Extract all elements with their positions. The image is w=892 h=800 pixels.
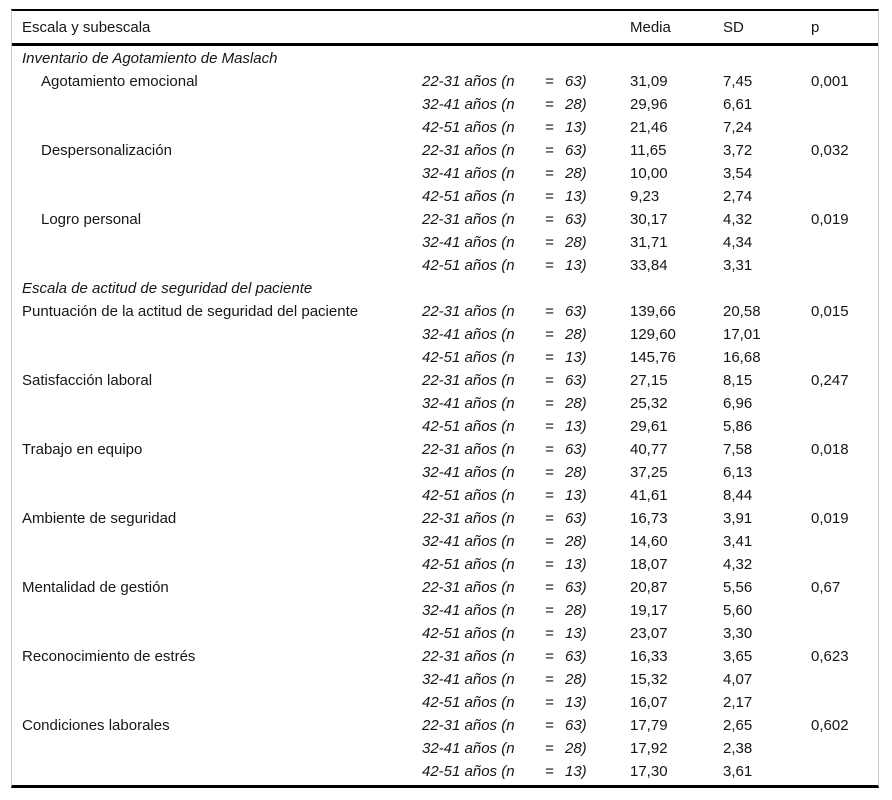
media-cell: 18,07	[630, 556, 668, 573]
sd-cell: 4,32	[723, 211, 753, 228]
n-cell: 13)	[565, 119, 587, 136]
sd-cell: 4,07	[723, 671, 753, 688]
age-group-cell: 42-51 años (n	[422, 119, 515, 136]
media-cell: 33,84	[630, 257, 668, 274]
equals-cell: =	[545, 211, 554, 228]
n-cell: 28)	[565, 234, 587, 251]
sd-cell: 5,60	[723, 602, 753, 619]
subscale-label: Despersonalización	[41, 142, 172, 159]
sd-cell: 3,65	[723, 648, 753, 665]
equals-cell: =	[545, 165, 554, 182]
media-cell: 40,77	[630, 441, 668, 458]
age-group-cell: 42-51 años (n	[422, 418, 515, 435]
sd-cell: 7,58	[723, 441, 753, 458]
section-title: Inventario de Agotamiento de Maslach	[22, 50, 278, 67]
n-cell: 63)	[565, 142, 587, 159]
age-group-cell: 42-51 años (n	[422, 694, 515, 711]
table-row	[12, 760, 878, 783]
section-header-row	[12, 277, 878, 300]
media-cell: 16,73	[630, 510, 668, 527]
sd-cell: 17,01	[723, 326, 761, 343]
p-cell: 0,247	[811, 372, 849, 389]
table-header	[12, 11, 878, 46]
age-group-cell: 32-41 años (n	[422, 234, 515, 251]
media-cell: 31,09	[630, 73, 668, 90]
table-row	[12, 438, 878, 461]
sd-cell: 5,86	[723, 418, 753, 435]
col-header-p: p	[811, 18, 820, 36]
age-group-cell: 42-51 años (n	[422, 487, 515, 504]
media-cell: 17,30	[630, 763, 668, 780]
results-table	[11, 9, 879, 788]
n-cell: 63)	[565, 73, 587, 90]
equals-cell: =	[545, 303, 554, 320]
table-row	[12, 208, 878, 231]
table-row	[12, 599, 878, 622]
table-row	[12, 70, 878, 93]
table-row	[12, 484, 878, 507]
age-group-cell: 32-41 años (n	[422, 96, 515, 113]
table-row	[12, 737, 878, 760]
media-cell: 9,23	[630, 188, 660, 205]
subscale-label: Reconocimiento de estrés	[22, 648, 196, 665]
sd-cell: 3,72	[723, 142, 753, 159]
n-cell: 28)	[565, 464, 587, 481]
age-group-cell: 22-31 años (n	[422, 717, 515, 734]
age-group-cell: 32-41 años (n	[422, 165, 515, 182]
equals-cell: =	[545, 188, 554, 205]
age-group-cell: 42-51 años (n	[422, 556, 515, 573]
sd-cell: 6,96	[723, 395, 753, 412]
age-group-cell: 42-51 años (n	[422, 763, 515, 780]
age-group-cell: 22-31 años (n	[422, 211, 515, 228]
media-cell: 129,60	[630, 326, 676, 343]
equals-cell: =	[545, 648, 554, 665]
section-title: Escala de actitud de seguridad del paciente	[22, 280, 313, 297]
n-cell: 13)	[565, 418, 587, 435]
media-cell: 17,79	[630, 717, 668, 734]
media-cell: 29,61	[630, 418, 668, 435]
media-cell: 11,65	[630, 142, 667, 159]
table-row	[12, 645, 878, 668]
age-group-cell: 42-51 años (n	[422, 625, 515, 642]
media-cell: 29,96	[630, 96, 668, 113]
n-cell: 13)	[565, 694, 587, 711]
n-cell: 13)	[565, 188, 587, 205]
n-cell: 63)	[565, 648, 587, 665]
table-row	[12, 116, 878, 139]
sd-cell: 3,30	[723, 625, 753, 642]
age-group-cell: 22-31 años (n	[422, 441, 515, 458]
sd-cell: 2,65	[723, 717, 753, 734]
subscale-label: Satisfacción laboral	[22, 372, 153, 389]
n-cell: 13)	[565, 556, 587, 573]
media-cell: 37,25	[630, 464, 668, 481]
p-cell: 0,019	[811, 211, 849, 228]
table-row	[12, 185, 878, 208]
table-body	[12, 46, 878, 785]
n-cell: 13)	[565, 349, 587, 366]
subscale-label: Logro personal	[41, 211, 142, 228]
media-cell: 41,61	[630, 487, 668, 504]
sd-cell: 6,61	[723, 96, 753, 113]
age-group-cell: 32-41 años (n	[422, 533, 515, 550]
sd-cell: 3,31	[723, 257, 753, 274]
age-group-cell: 32-41 años (n	[422, 326, 515, 343]
age-group-cell: 22-31 años (n	[422, 510, 515, 527]
sd-cell: 8,44	[723, 487, 753, 504]
subscale-label: Trabajo en equipo	[22, 441, 143, 458]
table-row	[12, 93, 878, 116]
age-group-cell: 22-31 años (n	[422, 579, 515, 596]
subscale-label: Ambiente de seguridad	[22, 510, 177, 527]
sd-cell: 6,13	[723, 464, 753, 481]
table-row	[12, 622, 878, 645]
media-cell: 25,32	[630, 395, 668, 412]
equals-cell: =	[545, 671, 554, 688]
equals-cell: =	[545, 533, 554, 550]
equals-cell: =	[545, 510, 554, 527]
col-header-media: Media	[630, 18, 671, 36]
media-cell: 16,33	[630, 648, 668, 665]
media-cell: 139,66	[630, 303, 676, 320]
subscale-label: Condiciones laborales	[22, 717, 170, 734]
equals-cell: =	[545, 602, 554, 619]
equals-cell: =	[545, 763, 554, 780]
section-header-row	[12, 47, 878, 70]
media-cell: 23,07	[630, 625, 668, 642]
equals-cell: =	[545, 579, 554, 596]
age-group-cell: 42-51 años (n	[422, 349, 515, 366]
table-row	[12, 392, 878, 415]
equals-cell: =	[545, 418, 554, 435]
table-row	[12, 530, 878, 553]
p-cell: 0,67	[811, 579, 841, 596]
equals-cell: =	[545, 96, 554, 113]
n-cell: 63)	[565, 579, 587, 596]
sd-cell: 7,45	[723, 73, 753, 90]
equals-cell: =	[545, 372, 554, 389]
media-cell: 15,32	[630, 671, 668, 688]
n-cell: 28)	[565, 326, 587, 343]
media-cell: 14,60	[630, 533, 668, 550]
equals-cell: =	[545, 326, 554, 343]
equals-cell: =	[545, 395, 554, 412]
n-cell: 63)	[565, 441, 587, 458]
n-cell: 13)	[565, 625, 587, 642]
age-group-cell: 22-31 años (n	[422, 648, 515, 665]
n-cell: 63)	[565, 717, 587, 734]
p-cell: 0,602	[811, 717, 849, 734]
p-cell: 0,032	[811, 142, 849, 159]
sd-cell: 2,38	[723, 740, 753, 757]
age-group-cell: 22-31 años (n	[422, 73, 515, 90]
subscale-label: Agotamiento emocional	[41, 73, 198, 90]
p-cell: 0,019	[811, 510, 849, 527]
col-header-scale: Escala y subescala	[22, 18, 151, 36]
table-row	[12, 461, 878, 484]
sd-cell: 16,68	[723, 349, 761, 366]
n-cell: 28)	[565, 395, 587, 412]
table-row	[12, 323, 878, 346]
media-cell: 30,17	[630, 211, 668, 228]
equals-cell: =	[545, 717, 554, 734]
table-row	[12, 300, 878, 323]
age-group-cell: 32-41 años (n	[422, 602, 515, 619]
media-cell: 145,76	[630, 349, 676, 366]
table-row	[12, 576, 878, 599]
table-row	[12, 369, 878, 392]
table-row	[12, 139, 878, 162]
media-cell: 27,15	[630, 372, 668, 389]
n-cell: 28)	[565, 671, 587, 688]
equals-cell: =	[545, 464, 554, 481]
age-group-cell: 22-31 años (n	[422, 372, 515, 389]
n-cell: 13)	[565, 257, 587, 274]
subscale-label: Mentalidad de gestión	[22, 579, 169, 596]
n-cell: 63)	[565, 372, 587, 389]
table-row	[12, 691, 878, 714]
n-cell: 28)	[565, 96, 587, 113]
n-cell: 28)	[565, 165, 587, 182]
equals-cell: =	[545, 142, 554, 159]
table-row	[12, 231, 878, 254]
p-cell: 0,623	[811, 648, 849, 665]
equals-cell: =	[545, 441, 554, 458]
sd-cell: 3,54	[723, 165, 753, 182]
sd-cell: 4,34	[723, 234, 753, 251]
n-cell: 13)	[565, 487, 587, 504]
age-group-cell: 32-41 años (n	[422, 464, 515, 481]
media-cell: 31,71	[630, 234, 668, 251]
table-row	[12, 254, 878, 277]
sd-cell: 2,74	[723, 188, 753, 205]
age-group-cell: 22-31 años (n	[422, 142, 515, 159]
sd-cell: 5,56	[723, 579, 753, 596]
media-cell: 21,46	[630, 119, 668, 136]
sd-cell: 7,24	[723, 119, 753, 136]
sd-cell: 3,61	[723, 763, 753, 780]
equals-cell: =	[545, 73, 554, 90]
media-cell: 16,07	[630, 694, 668, 711]
equals-cell: =	[545, 740, 554, 757]
table-row	[12, 668, 878, 691]
equals-cell: =	[545, 487, 554, 504]
media-cell: 10,00	[630, 165, 668, 182]
sd-cell: 3,41	[723, 533, 753, 550]
sd-cell: 20,58	[723, 303, 761, 320]
n-cell: 28)	[565, 533, 587, 550]
age-group-cell: 42-51 años (n	[422, 188, 515, 205]
sd-cell: 2,17	[723, 694, 753, 711]
p-cell: 0,018	[811, 441, 849, 458]
age-group-cell: 22-31 años (n	[422, 303, 515, 320]
n-cell: 28)	[565, 740, 587, 757]
equals-cell: =	[545, 257, 554, 274]
table-row	[12, 162, 878, 185]
p-cell: 0,015	[811, 303, 849, 320]
n-cell: 63)	[565, 510, 587, 527]
sd-cell: 3,91	[723, 510, 753, 527]
equals-cell: =	[545, 349, 554, 366]
col-header-sd: SD	[723, 18, 744, 36]
table-row	[12, 714, 878, 737]
equals-cell: =	[545, 556, 554, 573]
n-cell: 63)	[565, 303, 587, 320]
media-cell: 19,17	[630, 602, 668, 619]
equals-cell: =	[545, 234, 554, 251]
sd-cell: 8,15	[723, 372, 753, 389]
p-cell: 0,001	[811, 73, 849, 90]
n-cell: 28)	[565, 602, 587, 619]
table-row	[12, 507, 878, 530]
n-cell: 63)	[565, 211, 587, 228]
equals-cell: =	[545, 119, 554, 136]
age-group-cell: 42-51 años (n	[422, 257, 515, 274]
equals-cell: =	[545, 625, 554, 642]
table-row	[12, 553, 878, 576]
sd-cell: 4,32	[723, 556, 753, 573]
media-cell: 17,92	[630, 740, 668, 757]
subscale-label: Puntuación de la actitud de seguridad del paciente	[22, 303, 359, 320]
n-cell: 13)	[565, 763, 587, 780]
age-group-cell: 32-41 años (n	[422, 395, 515, 412]
media-cell: 20,87	[630, 579, 668, 596]
equals-cell: =	[545, 694, 554, 711]
table-row	[12, 415, 878, 438]
age-group-cell: 32-41 años (n	[422, 671, 515, 688]
age-group-cell: 32-41 años (n	[422, 740, 515, 757]
table-row	[12, 346, 878, 369]
